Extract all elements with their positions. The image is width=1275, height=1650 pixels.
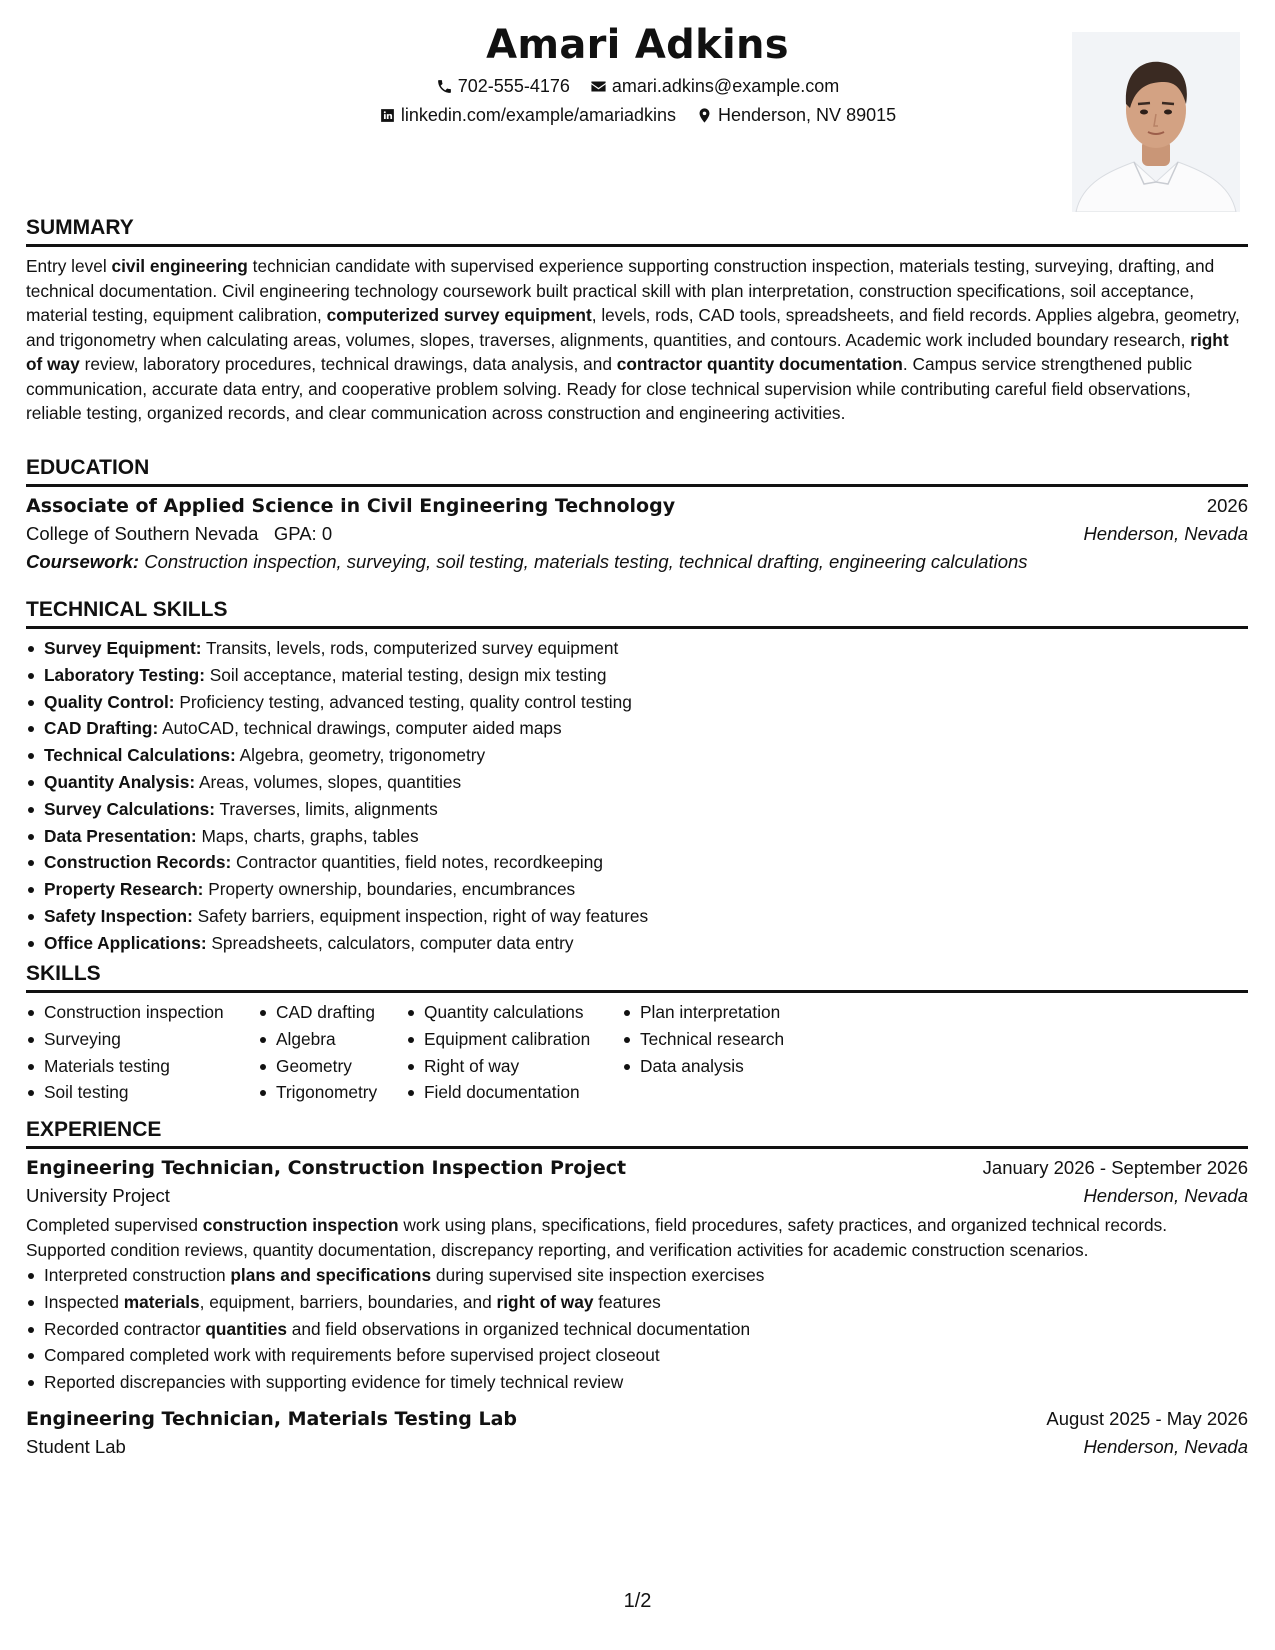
job-row-2 <box>26 1185 1248 1207</box>
graduation-year: 2026 <box>1206 495 1248 516</box>
job-bullet <box>26 1262 1248 1289</box>
skill-details: Spreadsheets, calculators, computer data entry <box>206 932 574 953</box>
text-run: and field observations in organized technical documentation <box>287 1318 751 1339</box>
emphasis-text: construction inspection <box>202 1215 399 1235</box>
gpa: GPA: 0 <box>273 523 333 544</box>
job-bullet <box>26 1369 1248 1396</box>
skill-item: Surveying <box>26 1026 258 1053</box>
phone-number: 702-555-4176 <box>457 76 570 96</box>
text-run: Reported discrepancies with supporting evidence for timely technical review <box>44 1372 624 1393</box>
skill-details: Safety barriers, equipment inspection, right of way features <box>192 905 649 926</box>
job-org: University Project <box>26 1185 170 1206</box>
location-contact <box>696 105 896 126</box>
technical-skill-item <box>26 930 1248 957</box>
linkedin-url: linkedin.com/example/amariadkins <box>400 105 676 125</box>
skill-item: Field documentation <box>406 1079 622 1106</box>
skill-category: Technical Calculations: <box>44 745 236 766</box>
job-bullet <box>26 1316 1248 1343</box>
job-dates: January 2026 - September 2026 <box>982 1157 1248 1178</box>
emphasis-text: plans and specifications <box>230 1265 432 1285</box>
technical-skill-item <box>26 903 1248 930</box>
education-section <box>26 456 1248 573</box>
text-run: Recorded contractor <box>44 1318 206 1339</box>
job-location: Henderson, Nevada <box>1083 1435 1248 1457</box>
technical-skills-section <box>26 598 1248 957</box>
school-line <box>26 523 332 545</box>
phone-contact[interactable] <box>436 76 570 97</box>
emphasis-text: right of way <box>496 1291 594 1312</box>
education-row-1 <box>26 495 1248 517</box>
emphasis-text: quantities <box>205 1318 287 1339</box>
job-org: Student Lab <box>26 1435 126 1457</box>
text-run: . Campus service strengthened public communication, accurate data entry, and cooperative problem solving. Ready for close technical supervision while contributing careful field observations, reliable testing, organized records, and clear communication across construction and engineering activities. <box>26 354 1193 423</box>
skills-heading: SKILLS <box>26 962 1248 993</box>
technical-skill-item <box>26 823 1248 850</box>
text-run: Entry level <box>26 256 112 276</box>
skill-item: Trigonometry <box>258 1079 406 1106</box>
text-run: Completed supervised <box>26 1215 203 1235</box>
skill-item: CAD drafting <box>258 999 406 1026</box>
skill-details: Maps, charts, graphs, tables <box>196 825 419 846</box>
job-location: Henderson, Nevada <box>1083 1185 1248 1206</box>
skill-category: CAD Drafting: <box>44 718 159 739</box>
skill-category: Property Research: <box>44 879 204 900</box>
skill-category: Survey Equipment: <box>44 638 202 658</box>
skill-category: Data Presentation: <box>44 825 197 846</box>
text-run: Interpreted construction <box>44 1265 231 1285</box>
skills-column <box>622 999 822 1106</box>
job-row-1 <box>26 1157 1248 1179</box>
envelope-icon <box>590 78 607 95</box>
emphasis-text: civil engineering <box>111 256 248 276</box>
job-row-1 <box>26 1408 1248 1430</box>
emphasis-text: right of way <box>26 329 1229 374</box>
school-name: College of Southern Nevada <box>26 523 259 544</box>
job-title: Engineering Technician, Materials Testing Lab <box>26 1407 517 1430</box>
skill-category: Quantity Analysis: <box>44 771 196 792</box>
page-number: 1/2 <box>623 1590 652 1612</box>
skill-category: Safety Inspection: <box>44 905 193 926</box>
coursework-label: Coursework: <box>26 551 140 572</box>
coursework-text: Construction inspection, surveying, soil testing, materials testing, technical drafting, engineering calculations <box>139 551 1028 572</box>
skill-details: Contractor quantities, field notes, recordkeeping <box>231 852 603 873</box>
map-pin-icon <box>696 107 713 124</box>
skill-category: Laboratory Testing: <box>44 664 205 685</box>
technical-skill-item <box>26 769 1248 796</box>
technical-skill-item <box>26 662 1248 689</box>
job-bullet <box>26 1289 1248 1316</box>
text-run: features <box>593 1291 661 1312</box>
technical-skills-list <box>26 635 1248 957</box>
phone-icon <box>436 78 453 95</box>
emphasis-text: materials <box>123 1291 200 1312</box>
skills-column <box>26 999 258 1106</box>
email-address: amari.adkins@example.com <box>611 76 840 96</box>
school-location: Henderson, Nevada <box>1083 523 1248 544</box>
linkedin-icon <box>379 107 396 124</box>
skill-item: Plan interpretation <box>622 999 822 1026</box>
technical-skill-item <box>26 715 1248 742</box>
job-bullets <box>26 1262 1248 1396</box>
skill-details: Soil acceptance, material testing, design mix testing <box>204 664 607 685</box>
skill-category: Quality Control: <box>44 691 175 712</box>
skill-item: Soil testing <box>26 1079 258 1106</box>
job-row-2 <box>26 1436 1248 1458</box>
skill-details: Traverses, limits, alignments <box>214 798 438 819</box>
skill-item: Construction inspection <box>26 999 258 1026</box>
text-run: work using plans, specifications, field procedures, safety practices, and organized technical records. Supported condition reviews, quantity documentation, discrepancy reporting, and verification activities for academic construction scenarios. <box>26 1215 1168 1260</box>
skills-section <box>26 962 1248 1106</box>
skill-details: Algebra, geometry, trigonometry <box>235 745 486 766</box>
job-description <box>26 1213 1248 1262</box>
skills-column <box>406 999 622 1106</box>
skill-details: Proficiency testing, advanced testing, quality control testing <box>174 691 632 712</box>
profile-photo-illustration <box>1072 32 1240 212</box>
education-row-2 <box>26 523 1248 545</box>
text-run: during supervised site inspection exercises <box>431 1265 765 1285</box>
skill-item: Geometry <box>258 1053 406 1080</box>
text-run: , equipment, barriers, boundaries, and <box>199 1291 497 1312</box>
text-run: technician candidate with supervised experience supporting construction inspection, materials testing, surveying, drafting, and technical documentation. Civil engineering technology coursework built practical skill with plan interpretation, construction specifications, soil acceptance, material testing, equipment calibration, <box>26 256 1215 325</box>
text-run: review, laboratory procedures, technical drawings, data analysis, and <box>79 354 617 374</box>
skills-column <box>258 999 406 1106</box>
technical-skill-item <box>26 876 1248 903</box>
education-heading: EDUCATION <box>26 456 1248 487</box>
skill-category: Construction Records: <box>44 852 232 873</box>
skill-item: Data analysis <box>622 1053 822 1080</box>
coursework-line <box>26 551 1248 573</box>
skill-item: Technical research <box>622 1026 822 1053</box>
location-text: Henderson, NV 89015 <box>718 105 897 125</box>
skill-category: Office Applications: <box>44 932 207 953</box>
profile-photo <box>1072 32 1240 212</box>
summary-heading: SUMMARY <box>26 216 1248 247</box>
technical-skills-heading: TECHNICAL SKILLS <box>26 598 1248 629</box>
summary-text <box>26 254 1248 426</box>
degree-title: Associate of Applied Science in Civil Engineering Technology <box>26 495 676 517</box>
skill-item: Equipment calibration <box>406 1026 622 1053</box>
skill-item: Algebra <box>258 1026 406 1053</box>
text-run: Compared completed work with requirements before supervised project closeout <box>44 1345 660 1366</box>
skill-details: Transits, levels, rods, computerized survey equipment <box>201 638 619 658</box>
linkedin-contact[interactable] <box>379 105 676 126</box>
text-run: , levels, rods, CAD tools, spreadsheets, and field records. Applies algebra, geometry, and trigonometry when calculating areas, volumes, slopes, traverses, alignments, quantities, and contours. Academic work included boundary research, <box>26 305 1240 350</box>
emphasis-text: computerized survey equipment <box>326 305 592 325</box>
experience-section <box>26 1118 1248 1458</box>
technical-skill-item <box>26 849 1248 876</box>
skill-item: Materials testing <box>26 1053 258 1080</box>
job-entry <box>26 1408 1248 1458</box>
emphasis-text: contractor quantity documentation <box>616 354 903 374</box>
skill-details: Areas, volumes, slopes, quantities <box>195 771 462 792</box>
candidate-name: Amari Adkins <box>486 22 789 68</box>
experience-heading: EXPERIENCE <box>26 1118 1248 1149</box>
skills-columns <box>26 999 1248 1106</box>
skill-category: Survey Calculations: <box>44 798 215 819</box>
technical-skill-item <box>26 635 1248 662</box>
summary-section <box>26 216 1248 426</box>
technical-skill-item <box>26 796 1248 823</box>
skill-item: Right of way <box>406 1053 622 1080</box>
job-bullet <box>26 1342 1248 1369</box>
technical-skill-item <box>26 689 1248 716</box>
skill-details: Property ownership, boundaries, encumbrances <box>203 879 576 900</box>
skill-item: Quantity calculations <box>406 999 622 1026</box>
job-dates: August 2025 - May 2026 <box>1046 1407 1248 1429</box>
job-entry <box>26 1157 1248 1396</box>
technical-skill-item <box>26 742 1248 769</box>
email-contact[interactable] <box>590 76 839 97</box>
skill-details: AutoCAD, technical drawings, computer aided maps <box>158 718 562 739</box>
text-run: Inspected <box>44 1291 124 1312</box>
job-title: Engineering Technician, Construction Inspection Project <box>26 1157 627 1179</box>
